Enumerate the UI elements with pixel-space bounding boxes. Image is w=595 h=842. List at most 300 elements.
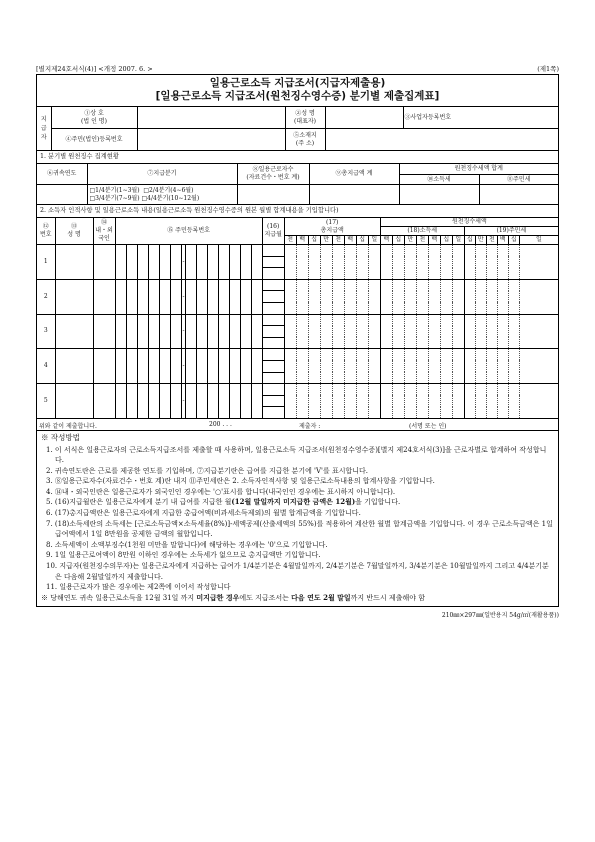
regno-digit-cell[interactable] <box>137 384 148 419</box>
amount-digit-cell[interactable] <box>356 291 368 303</box>
amount-digit-cell[interactable] <box>284 384 296 396</box>
amount-digit-cell[interactable] <box>475 337 486 349</box>
amount-digit-cell[interactable] <box>284 349 296 361</box>
amount-digit-cell[interactable] <box>497 245 508 257</box>
amount-digit-cell[interactable] <box>320 360 332 372</box>
amount-digit-cell[interactable] <box>440 326 452 338</box>
amount-digit-cell[interactable] <box>416 302 428 314</box>
payer-name-field[interactable] <box>137 107 285 129</box>
amount-digit-cell[interactable] <box>508 360 519 372</box>
amount-digit-cell[interactable] <box>519 291 558 303</box>
amount-digit-cell[interactable] <box>428 384 440 396</box>
amount-digit-cell[interactable] <box>356 349 368 361</box>
regno-digit-cell[interactable] <box>185 314 196 349</box>
regno-digit-cell[interactable] <box>148 384 159 419</box>
amount-digit-cell[interactable] <box>392 279 404 291</box>
amount-digit-cell[interactable] <box>440 314 452 326</box>
amount-digit-cell[interactable] <box>508 349 519 361</box>
amount-digit-cell[interactable] <box>368 337 380 349</box>
amount-digit-cell[interactable] <box>344 256 356 268</box>
amount-digit-cell[interactable] <box>344 407 356 419</box>
amount-digit-cell[interactable] <box>464 349 475 361</box>
regno-digit-cell[interactable] <box>207 245 218 280</box>
amount-digit-cell[interactable] <box>368 256 380 268</box>
amount-digit-cell[interactable] <box>486 302 497 314</box>
amount-digit-cell[interactable] <box>428 395 440 407</box>
amount-digit-cell[interactable] <box>519 245 558 257</box>
amount-digit-cell[interactable] <box>416 314 428 326</box>
amount-digit-cell[interactable] <box>475 395 486 407</box>
amount-digit-cell[interactable] <box>428 268 440 280</box>
regno-digit-cell[interactable] <box>207 384 218 419</box>
amount-digit-cell[interactable] <box>452 245 464 257</box>
amount-digit-cell[interactable] <box>428 349 440 361</box>
year-field[interactable] <box>37 185 87 205</box>
amount-digit-cell[interactable] <box>464 314 475 326</box>
amount-digit-cell[interactable] <box>392 268 404 280</box>
amount-digit-cell[interactable] <box>464 268 475 280</box>
regno-digit-cell[interactable] <box>126 314 137 349</box>
regno-digit-cell[interactable] <box>251 384 262 419</box>
amount-digit-cell[interactable] <box>428 407 440 419</box>
amount-digit-cell[interactable] <box>296 395 308 407</box>
regno-digit-cell[interactable] <box>170 314 181 349</box>
amount-digit-cell[interactable] <box>428 372 440 384</box>
amount-digit-cell[interactable] <box>296 349 308 361</box>
amount-digit-cell[interactable] <box>380 372 392 384</box>
amount-digit-cell[interactable] <box>497 349 508 361</box>
amount-digit-cell[interactable] <box>344 372 356 384</box>
regno-digit-cell[interactable] <box>137 314 148 349</box>
amount-digit-cell[interactable] <box>392 395 404 407</box>
amount-digit-cell[interactable] <box>475 302 486 314</box>
amount-digit-cell[interactable] <box>308 372 320 384</box>
amount-digit-cell[interactable] <box>320 326 332 338</box>
amount-digit-cell[interactable] <box>356 245 368 257</box>
amount-digit-cell[interactable] <box>356 256 368 268</box>
amount-digit-cell[interactable] <box>464 395 475 407</box>
amount-digit-cell[interactable] <box>320 337 332 349</box>
regno-digit-cell[interactable] <box>148 349 159 384</box>
row-month-field[interactable] <box>262 291 284 303</box>
amount-digit-cell[interactable] <box>519 372 558 384</box>
amount-digit-cell[interactable] <box>404 279 416 291</box>
amount-digit-cell[interactable] <box>368 291 380 303</box>
amount-digit-cell[interactable] <box>344 245 356 257</box>
row-name-field[interactable] <box>55 279 93 314</box>
row-nationality-field[interactable] <box>93 384 115 419</box>
regno-digit-cell[interactable] <box>251 314 262 349</box>
amount-digit-cell[interactable] <box>519 268 558 280</box>
amount-digit-cell[interactable] <box>497 407 508 419</box>
amount-digit-cell[interactable] <box>332 279 344 291</box>
regno-digit-cell[interactable] <box>185 349 196 384</box>
amount-digit-cell[interactable] <box>486 245 497 257</box>
amount-digit-cell[interactable] <box>380 302 392 314</box>
amount-digit-cell[interactable] <box>320 384 332 396</box>
payer-regno-field[interactable] <box>137 129 285 151</box>
amount-digit-cell[interactable] <box>332 314 344 326</box>
quarter-3[interactable]: □3/4분기(7∼9월) <box>89 194 140 202</box>
amount-digit-cell[interactable] <box>332 395 344 407</box>
amount-digit-cell[interactable] <box>508 372 519 384</box>
amount-digit-cell[interactable] <box>497 302 508 314</box>
amount-digit-cell[interactable] <box>428 337 440 349</box>
regno-digit-cell[interactable] <box>148 314 159 349</box>
amount-digit-cell[interactable] <box>497 360 508 372</box>
amount-digit-cell[interactable] <box>404 407 416 419</box>
amount-digit-cell[interactable] <box>380 360 392 372</box>
regno-digit-cell[interactable] <box>126 279 137 314</box>
amount-digit-cell[interactable] <box>356 407 368 419</box>
regno-digit-cell[interactable] <box>218 314 229 349</box>
regno-digit-cell[interactable] <box>251 245 262 280</box>
row-month-field[interactable] <box>262 245 284 257</box>
amount-digit-cell[interactable] <box>296 326 308 338</box>
row-nationality-field[interactable] <box>93 349 115 384</box>
amount-digit-cell[interactable] <box>452 256 464 268</box>
amount-digit-cell[interactable] <box>320 372 332 384</box>
amount-digit-cell[interactable] <box>440 291 452 303</box>
amount-digit-cell[interactable] <box>296 407 308 419</box>
regno-digit-cell[interactable] <box>159 314 170 349</box>
amount-digit-cell[interactable] <box>440 384 452 396</box>
amount-digit-cell[interactable] <box>404 314 416 326</box>
amount-digit-cell[interactable] <box>392 407 404 419</box>
amount-digit-cell[interactable] <box>380 256 392 268</box>
amount-digit-cell[interactable] <box>452 360 464 372</box>
amount-digit-cell[interactable] <box>368 314 380 326</box>
amount-digit-cell[interactable] <box>344 279 356 291</box>
amount-digit-cell[interactable] <box>296 268 308 280</box>
regno-digit-cell[interactable] <box>126 245 137 280</box>
amount-digit-cell[interactable] <box>464 337 475 349</box>
amount-digit-cell[interactable] <box>344 268 356 280</box>
amount-digit-cell[interactable] <box>519 384 558 396</box>
amount-digit-cell[interactable] <box>452 337 464 349</box>
payer-addr-field[interactable] <box>325 129 558 151</box>
amount-digit-cell[interactable] <box>392 245 404 257</box>
amount-digit-cell[interactable] <box>464 302 475 314</box>
amount-digit-cell[interactable] <box>320 349 332 361</box>
amount-digit-cell[interactable] <box>332 407 344 419</box>
amount-digit-cell[interactable] <box>344 326 356 338</box>
amount-digit-cell[interactable] <box>475 407 486 419</box>
regno-digit-cell[interactable] <box>159 349 170 384</box>
amount-digit-cell[interactable] <box>404 268 416 280</box>
regno-digit-cell[interactable] <box>126 349 137 384</box>
row-month-field[interactable] <box>262 372 284 384</box>
amount-digit-cell[interactable] <box>344 314 356 326</box>
resident-tax-field[interactable] <box>479 185 558 205</box>
amount-digit-cell[interactable] <box>497 395 508 407</box>
amount-digit-cell[interactable] <box>440 337 452 349</box>
amount-digit-cell[interactable] <box>497 291 508 303</box>
amount-digit-cell[interactable] <box>344 302 356 314</box>
amount-digit-cell[interactable] <box>452 314 464 326</box>
amount-digit-cell[interactable] <box>475 279 486 291</box>
row-nationality-field[interactable] <box>93 245 115 280</box>
regno-digit-cell[interactable] <box>229 314 240 349</box>
amount-digit-cell[interactable] <box>519 407 558 419</box>
amount-digit-cell[interactable] <box>344 291 356 303</box>
regno-digit-cell[interactable] <box>159 384 170 419</box>
row-nationality-field[interactable] <box>93 314 115 349</box>
amount-digit-cell[interactable] <box>486 372 497 384</box>
amount-digit-cell[interactable] <box>440 268 452 280</box>
regno-digit-cell[interactable] <box>115 245 126 280</box>
row-month-field[interactable] <box>262 279 284 291</box>
amount-digit-cell[interactable] <box>519 395 558 407</box>
amount-digit-cell[interactable] <box>284 360 296 372</box>
amount-digit-cell[interactable] <box>332 326 344 338</box>
amount-digit-cell[interactable] <box>452 384 464 396</box>
regno-digit-cell[interactable] <box>170 349 181 384</box>
amount-digit-cell[interactable] <box>508 384 519 396</box>
amount-digit-cell[interactable] <box>284 314 296 326</box>
regno-digit-cell[interactable] <box>196 314 207 349</box>
row-name-field[interactable] <box>55 314 93 349</box>
amount-digit-cell[interactable] <box>332 360 344 372</box>
amount-digit-cell[interactable] <box>296 256 308 268</box>
amount-digit-cell[interactable] <box>308 360 320 372</box>
regno-digit-cell[interactable] <box>207 279 218 314</box>
amount-digit-cell[interactable] <box>404 337 416 349</box>
amount-digit-cell[interactable] <box>284 372 296 384</box>
amount-digit-cell[interactable] <box>332 384 344 396</box>
amount-digit-cell[interactable] <box>284 256 296 268</box>
amount-digit-cell[interactable] <box>320 245 332 257</box>
amount-digit-cell[interactable] <box>356 384 368 396</box>
regno-digit-cell[interactable] <box>126 384 137 419</box>
amount-digit-cell[interactable] <box>308 256 320 268</box>
amount-digit-cell[interactable] <box>497 337 508 349</box>
amount-digit-cell[interactable] <box>428 314 440 326</box>
amount-digit-cell[interactable] <box>452 407 464 419</box>
amount-digit-cell[interactable] <box>519 349 558 361</box>
amount-digit-cell[interactable] <box>464 279 475 291</box>
amount-digit-cell[interactable] <box>380 314 392 326</box>
amount-digit-cell[interactable] <box>380 268 392 280</box>
amount-digit-cell[interactable] <box>508 302 519 314</box>
regno-digit-cell[interactable] <box>218 245 229 280</box>
amount-digit-cell[interactable] <box>380 395 392 407</box>
amount-digit-cell[interactable] <box>508 314 519 326</box>
amount-digit-cell[interactable] <box>368 372 380 384</box>
amount-digit-cell[interactable] <box>416 337 428 349</box>
amount-digit-cell[interactable] <box>464 372 475 384</box>
amount-digit-cell[interactable] <box>356 372 368 384</box>
submit-date[interactable]: 200 . . . <box>209 420 232 428</box>
amount-digit-cell[interactable] <box>356 337 368 349</box>
amount-digit-cell[interactable] <box>416 349 428 361</box>
amount-digit-cell[interactable] <box>284 337 296 349</box>
payer-rep-field[interactable] <box>325 107 403 129</box>
amount-digit-cell[interactable] <box>464 245 475 257</box>
amount-digit-cell[interactable] <box>320 314 332 326</box>
amount-digit-cell[interactable] <box>296 360 308 372</box>
amount-digit-cell[interactable] <box>320 291 332 303</box>
amount-digit-cell[interactable] <box>416 291 428 303</box>
regno-digit-cell[interactable] <box>251 349 262 384</box>
amount-digit-cell[interactable] <box>368 268 380 280</box>
amount-digit-cell[interactable] <box>392 314 404 326</box>
amount-digit-cell[interactable] <box>308 384 320 396</box>
regno-digit-cell[interactable] <box>185 245 196 280</box>
amount-digit-cell[interactable] <box>440 279 452 291</box>
row-month-field[interactable] <box>262 256 284 268</box>
amount-digit-cell[interactable] <box>284 395 296 407</box>
amount-digit-cell[interactable] <box>519 337 558 349</box>
amount-digit-cell[interactable] <box>486 268 497 280</box>
amount-digit-cell[interactable] <box>380 245 392 257</box>
amount-digit-cell[interactable] <box>428 279 440 291</box>
amount-digit-cell[interactable] <box>368 395 380 407</box>
amount-digit-cell[interactable] <box>308 279 320 291</box>
amount-digit-cell[interactable] <box>428 256 440 268</box>
amount-digit-cell[interactable] <box>508 268 519 280</box>
amount-digit-cell[interactable] <box>284 302 296 314</box>
amount-digit-cell[interactable] <box>404 291 416 303</box>
row-month-field[interactable] <box>262 384 284 396</box>
amount-digit-cell[interactable] <box>332 268 344 280</box>
amount-digit-cell[interactable] <box>452 349 464 361</box>
amount-digit-cell[interactable] <box>464 326 475 338</box>
amount-digit-cell[interactable] <box>308 326 320 338</box>
amount-digit-cell[interactable] <box>416 256 428 268</box>
amount-digit-cell[interactable] <box>475 245 486 257</box>
amount-digit-cell[interactable] <box>475 360 486 372</box>
workers-field[interactable] <box>237 185 309 205</box>
amount-digit-cell[interactable] <box>368 349 380 361</box>
amount-digit-cell[interactable] <box>308 302 320 314</box>
total-pay-field[interactable] <box>309 185 399 205</box>
amount-digit-cell[interactable] <box>416 395 428 407</box>
amount-digit-cell[interactable] <box>332 349 344 361</box>
quarter-1[interactable]: □1/4분기(1∼3월) <box>89 186 140 194</box>
amount-digit-cell[interactable] <box>440 245 452 257</box>
regno-digit-cell[interactable] <box>218 349 229 384</box>
amount-digit-cell[interactable] <box>392 337 404 349</box>
amount-digit-cell[interactable] <box>296 314 308 326</box>
amount-digit-cell[interactable] <box>308 349 320 361</box>
amount-digit-cell[interactable] <box>320 279 332 291</box>
amount-digit-cell[interactable] <box>497 372 508 384</box>
amount-digit-cell[interactable] <box>356 360 368 372</box>
amount-digit-cell[interactable] <box>284 407 296 419</box>
amount-digit-cell[interactable] <box>320 302 332 314</box>
amount-digit-cell[interactable] <box>475 349 486 361</box>
amount-digit-cell[interactable] <box>475 256 486 268</box>
amount-digit-cell[interactable] <box>416 360 428 372</box>
amount-digit-cell[interactable] <box>344 395 356 407</box>
amount-digit-cell[interactable] <box>380 337 392 349</box>
amount-digit-cell[interactable] <box>416 407 428 419</box>
amount-digit-cell[interactable] <box>308 395 320 407</box>
regno-digit-cell[interactable] <box>115 349 126 384</box>
regno-digit-cell[interactable] <box>170 384 181 419</box>
amount-digit-cell[interactable] <box>416 326 428 338</box>
amount-digit-cell[interactable] <box>486 314 497 326</box>
amount-digit-cell[interactable] <box>440 407 452 419</box>
amount-digit-cell[interactable] <box>508 245 519 257</box>
amount-digit-cell[interactable] <box>452 326 464 338</box>
regno-digit-cell[interactable] <box>185 384 196 419</box>
income-tax-field[interactable] <box>399 185 479 205</box>
row-month-field[interactable] <box>262 314 284 326</box>
amount-digit-cell[interactable] <box>497 279 508 291</box>
amount-digit-cell[interactable] <box>392 302 404 314</box>
amount-digit-cell[interactable] <box>452 395 464 407</box>
amount-digit-cell[interactable] <box>380 384 392 396</box>
amount-digit-cell[interactable] <box>416 279 428 291</box>
amount-digit-cell[interactable] <box>452 268 464 280</box>
amount-digit-cell[interactable] <box>475 372 486 384</box>
amount-digit-cell[interactable] <box>296 337 308 349</box>
amount-digit-cell[interactable] <box>296 302 308 314</box>
amount-digit-cell[interactable] <box>452 302 464 314</box>
row-name-field[interactable] <box>55 384 93 419</box>
amount-digit-cell[interactable] <box>332 245 344 257</box>
amount-digit-cell[interactable] <box>404 256 416 268</box>
row-month-field[interactable] <box>262 302 284 314</box>
amount-digit-cell[interactable] <box>508 279 519 291</box>
regno-digit-cell[interactable] <box>196 279 207 314</box>
amount-digit-cell[interactable] <box>416 384 428 396</box>
amount-digit-cell[interactable] <box>452 372 464 384</box>
regno-digit-cell[interactable] <box>196 245 207 280</box>
amount-digit-cell[interactable] <box>380 279 392 291</box>
amount-digit-cell[interactable] <box>497 384 508 396</box>
amount-digit-cell[interactable] <box>497 256 508 268</box>
amount-digit-cell[interactable] <box>452 291 464 303</box>
amount-digit-cell[interactable] <box>440 349 452 361</box>
amount-digit-cell[interactable] <box>475 326 486 338</box>
amount-digit-cell[interactable] <box>486 256 497 268</box>
regno-digit-cell[interactable] <box>240 314 251 349</box>
quarter-4[interactable]: □4/4분기(10∼12월) <box>141 194 200 202</box>
amount-digit-cell[interactable] <box>440 256 452 268</box>
amount-digit-cell[interactable] <box>464 256 475 268</box>
regno-digit-cell[interactable] <box>115 314 126 349</box>
amount-digit-cell[interactable] <box>344 384 356 396</box>
regno-digit-cell[interactable] <box>229 384 240 419</box>
amount-digit-cell[interactable] <box>497 326 508 338</box>
amount-digit-cell[interactable] <box>475 291 486 303</box>
amount-digit-cell[interactable] <box>356 279 368 291</box>
amount-digit-cell[interactable] <box>368 407 380 419</box>
amount-digit-cell[interactable] <box>475 268 486 280</box>
regno-digit-cell[interactable] <box>207 314 218 349</box>
amount-digit-cell[interactable] <box>519 256 558 268</box>
amount-digit-cell[interactable] <box>428 245 440 257</box>
regno-digit-cell[interactable] <box>240 349 251 384</box>
amount-digit-cell[interactable] <box>320 395 332 407</box>
amount-digit-cell[interactable] <box>320 256 332 268</box>
regno-digit-cell[interactable] <box>137 349 148 384</box>
amount-digit-cell[interactable] <box>508 326 519 338</box>
amount-digit-cell[interactable] <box>440 302 452 314</box>
amount-digit-cell[interactable] <box>519 314 558 326</box>
amount-digit-cell[interactable] <box>296 245 308 257</box>
amount-digit-cell[interactable] <box>296 384 308 396</box>
amount-digit-cell[interactable] <box>508 291 519 303</box>
amount-digit-cell[interactable] <box>320 407 332 419</box>
amount-digit-cell[interactable] <box>332 337 344 349</box>
amount-digit-cell[interactable] <box>356 302 368 314</box>
row-month-field[interactable] <box>262 326 284 338</box>
amount-digit-cell[interactable] <box>404 302 416 314</box>
